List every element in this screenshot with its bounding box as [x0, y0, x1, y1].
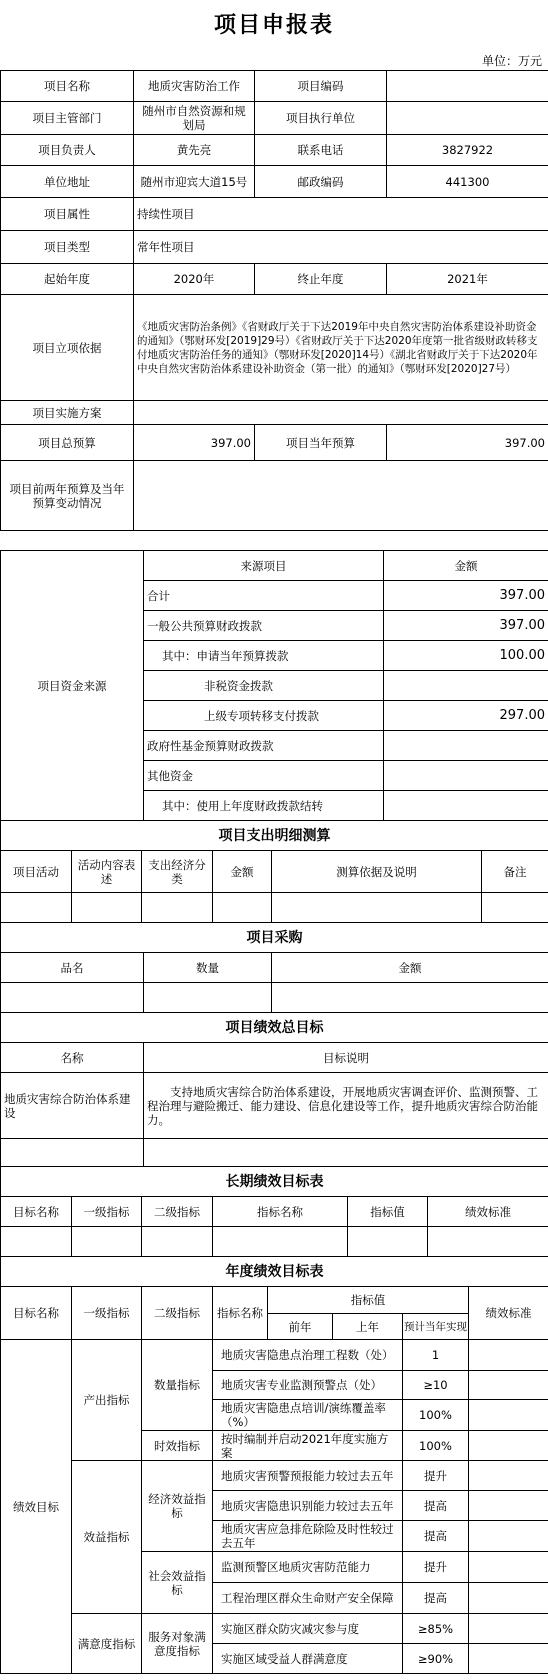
annual-value: 100% — [403, 1400, 469, 1431]
type-value: 常年性项目 — [134, 231, 548, 264]
expense-header: 金额 — [213, 851, 272, 893]
funding-row-amount — [384, 761, 548, 791]
overall-title: 项目绩效总目标 — [1, 1013, 548, 1043]
longterm-header: 绩效标准 — [428, 1197, 548, 1227]
annual-title: 年度绩效目标表 — [1, 1257, 548, 1287]
funding-label: 项目资金来源 — [1, 551, 144, 821]
exec-value — [387, 102, 548, 135]
expense-cell — [482, 893, 548, 923]
annual-indicator: 地质灾害预警预报能力较过去五年 — [213, 1461, 403, 1491]
leader-value: 黄先亮 — [134, 135, 255, 166]
annual-value: ≥85% — [403, 1614, 469, 1644]
change-value — [134, 461, 548, 531]
longterm-cell — [1, 1227, 72, 1257]
expense-table — [0, 820, 548, 923]
funding-row-amount: 297.00 — [384, 701, 548, 731]
funding-row-name: 其他资金 — [144, 761, 384, 791]
funding-row-name: 上级专项转移支付拨款 — [144, 701, 384, 731]
end-label: 终止年度 — [255, 264, 387, 295]
annual-standard — [469, 1431, 548, 1461]
funding-row-name: 政府性基金预算财政拨款 — [144, 731, 384, 761]
annual-l2-service: 服务对象满意度指标 — [142, 1614, 213, 1674]
longterm-cell — [213, 1227, 348, 1257]
dept-label: 项目主管部门 — [1, 102, 134, 135]
funding-row-amount: 397.00 — [384, 611, 548, 641]
annual-l2-quantity: 数量指标 — [142, 1340, 213, 1431]
annual-indicator: 实施区群众防灾减灾参与度 — [213, 1614, 403, 1644]
annual-table — [0, 1256, 548, 1674]
code-value — [387, 71, 548, 102]
annual-indicator: 实施区域受益人群满意度 — [213, 1644, 403, 1674]
annual-indicator: 按时编制并启动2021年度实施方案 — [213, 1431, 403, 1461]
annual-value: ≥10 — [403, 1371, 469, 1400]
funding-row-amount: 397.00 — [384, 581, 548, 611]
annual-standard — [469, 1521, 548, 1552]
longterm-cell — [348, 1227, 428, 1257]
start-value: 2020年 — [134, 264, 255, 295]
procurement-cell — [1, 983, 144, 1013]
annual-header-standard: 绩效标准 — [469, 1287, 548, 1340]
annual-indicator: 监测预警区地质灾害防范能力 — [213, 1552, 403, 1583]
overall-empty-cell — [144, 1139, 548, 1167]
funding-row-name: 其中：申请当年预算拨款 — [144, 641, 384, 671]
phone-label: 联系电话 — [255, 135, 387, 166]
annual-indicator: 地质灾害隐患点培训/演练覆盖率（%） — [213, 1400, 403, 1431]
longterm-cell — [428, 1227, 548, 1257]
current-budget-label: 项目当年预算 — [255, 425, 387, 461]
name-value: 地质灾害防治工作 — [134, 71, 255, 102]
annual-l2-time: 时效指标 — [142, 1431, 213, 1461]
annual-standard — [469, 1644, 548, 1674]
dept-value: 随州市自然资源和规划局 — [134, 102, 255, 135]
longterm-cell — [142, 1227, 213, 1257]
basis-value: 《地质灾害防治条例》《省财政厅关于下达2019年中央自然灾害防治体系建设补助资金的通知》（鄂财环发[2019]29号）《省财政厅关于下达2020年度第一批省级财政转移支付地质灾害防治任务的通知》（鄂财环发[2020]14号）《湖北省财政厅关于下达2020年中央自然灾害防治体系建设补助资金（第一批）的通知》（鄂财环发[2020]27号） — [134, 295, 548, 401]
annual-standard — [469, 1614, 548, 1644]
annual-value: 提升 — [403, 1552, 469, 1583]
procurement-header: 品名 — [1, 953, 144, 983]
longterm-title: 长期绩效目标表 — [1, 1167, 548, 1197]
funding-row-name: 合计 — [144, 581, 384, 611]
annual-l2-economic: 经济效益指标 — [142, 1461, 213, 1552]
annual-header-prev1: 上年 — [333, 1314, 403, 1340]
phone-value: 3827922 — [387, 135, 548, 166]
page-title: 项目申报表 — [213, 13, 334, 38]
basic-info-table — [0, 70, 548, 531]
annual-indicator: 地质灾害隐患识别能力较过去五年 — [213, 1491, 403, 1521]
annual-standard — [469, 1340, 548, 1371]
annual-value: 1 — [403, 1340, 469, 1371]
start-label: 起始年度 — [1, 264, 134, 295]
funding-row-name: 其中：使用上年度财政拨款结转 — [144, 791, 384, 821]
longterm-header: 指标名称 — [213, 1197, 348, 1227]
expense-header: 项目活动 — [1, 851, 72, 893]
annual-header-prev2: 前年 — [268, 1314, 333, 1340]
expense-cell — [142, 893, 213, 923]
overall-empty-cell — [1, 1139, 144, 1167]
postcode-value: 441300 — [387, 166, 548, 198]
address-label: 单位地址 — [1, 166, 134, 198]
annual-standard — [469, 1552, 548, 1583]
procurement-title: 项目采购 — [1, 923, 548, 953]
funding-row-name: 一般公共预算财政拨款 — [144, 611, 384, 641]
name-label: 项目名称 — [1, 71, 134, 102]
unit-label: 单位：万元 — [481, 54, 542, 68]
total-budget-value: 397.00 — [134, 425, 255, 461]
overall-col-name: 名称 — [1, 1043, 144, 1073]
longterm-header: 目标名称 — [1, 1197, 72, 1227]
attr-label: 项目属性 — [1, 198, 134, 231]
annual-standard — [469, 1461, 548, 1491]
longterm-header: 一级指标 — [72, 1197, 142, 1227]
annual-indicator: 地质灾害隐患点治理工程数（处） — [213, 1340, 403, 1371]
type-label: 项目类型 — [1, 231, 134, 264]
expense-header: 活动内容表述 — [72, 851, 142, 893]
plan-value — [134, 401, 548, 425]
longterm-cell — [72, 1227, 142, 1257]
overall-col-desc: 目标说明 — [144, 1043, 548, 1073]
address-value: 随州市迎宾大道15号 — [134, 166, 255, 198]
postcode-label: 邮政编码 — [255, 166, 387, 198]
end-value: 2021年 — [387, 264, 548, 295]
annual-indicator: 地质灾害应急排危除险及时性较过去五年 — [213, 1521, 403, 1552]
longterm-table — [0, 1166, 548, 1257]
annual-header-l2: 二级指标 — [142, 1287, 213, 1340]
exec-label: 项目执行单位 — [255, 102, 387, 135]
annual-value: 提高 — [403, 1491, 469, 1521]
annual-header-l1: 一级指标 — [72, 1287, 142, 1340]
procurement-cell — [272, 983, 548, 1013]
overall-goal-desc: 支持地质灾害综合防治体系建设，开展地质灾害调查评价、监测预警、工程治理与避险搬迁、能力建设、信息化建设等工作，提升地质灾害综合防治能力。 — [144, 1073, 548, 1139]
annual-value: 100% — [403, 1431, 469, 1461]
expense-title: 项目支出明细测算 — [1, 821, 548, 851]
annual-indicator: 地质灾害专业监测预警点（处） — [213, 1371, 403, 1400]
annual-l1-benefit: 效益指标 — [72, 1461, 142, 1614]
expense-header: 支出经济分类 — [142, 851, 213, 893]
annual-standard — [469, 1583, 548, 1614]
funding-row-amount — [384, 791, 548, 821]
longterm-header: 二级指标 — [142, 1197, 213, 1227]
annual-value: 提高 — [403, 1583, 469, 1614]
annual-standard — [469, 1371, 548, 1400]
procurement-header: 数量 — [144, 953, 272, 983]
annual-header-indicator: 指标名称 — [213, 1287, 268, 1340]
overall-goal-table — [0, 1012, 548, 1167]
expense-header: 备注 — [482, 851, 548, 893]
annual-header-value: 指标值 — [268, 1287, 469, 1314]
annual-indicator: 工程治理区群众生命财产安全保障 — [213, 1583, 403, 1614]
annual-value: 提高 — [403, 1521, 469, 1552]
funding-row-amount: 100.00 — [384, 641, 548, 671]
overall-goal-name: 地质灾害综合防治体系建设 — [1, 1073, 144, 1139]
expense-cell — [272, 893, 482, 923]
expense-cell — [213, 893, 272, 923]
procurement-cell — [144, 983, 272, 1013]
longterm-header: 指标值 — [348, 1197, 428, 1227]
funding-col-amount: 金额 — [384, 551, 548, 581]
procurement-header: 金额 — [272, 953, 548, 983]
funding-table — [0, 550, 548, 821]
procurement-table — [0, 922, 548, 1013]
change-label: 项目前两年预算及当年预算变动情况 — [1, 461, 134, 531]
total-budget-label: 项目总预算 — [1, 425, 134, 461]
annual-goal: 绩效目标 — [1, 1340, 72, 1674]
annual-l1-output: 产出指标 — [72, 1340, 142, 1461]
annual-header-plan: 预计当年实现 — [403, 1314, 469, 1340]
expense-header: 测算依据及说明 — [272, 851, 482, 893]
leader-label: 项目负责人 — [1, 135, 134, 166]
expense-cell — [72, 893, 142, 923]
basis-label: 项目立项依据 — [1, 295, 134, 401]
annual-header-goal: 目标名称 — [1, 1287, 72, 1340]
expense-cell — [1, 893, 72, 923]
funding-row-amount — [384, 671, 548, 701]
attr-value: 持续性项目 — [134, 198, 548, 231]
code-label: 项目编码 — [255, 71, 387, 102]
annual-value: 提升 — [403, 1461, 469, 1491]
annual-l1-satisfaction: 满意度指标 — [72, 1614, 142, 1674]
annual-standard — [469, 1491, 548, 1521]
current-budget-value: 397.00 — [387, 425, 548, 461]
annual-l2-social: 社会效益指标 — [142, 1552, 213, 1614]
plan-label: 项目实施方案 — [1, 401, 134, 425]
funding-row-amount — [384, 731, 548, 761]
funding-row-name: 非税资金拨款 — [144, 671, 384, 701]
annual-standard — [469, 1400, 548, 1431]
annual-value: ≥90% — [403, 1644, 469, 1674]
funding-col-source: 来源项目 — [144, 551, 384, 581]
